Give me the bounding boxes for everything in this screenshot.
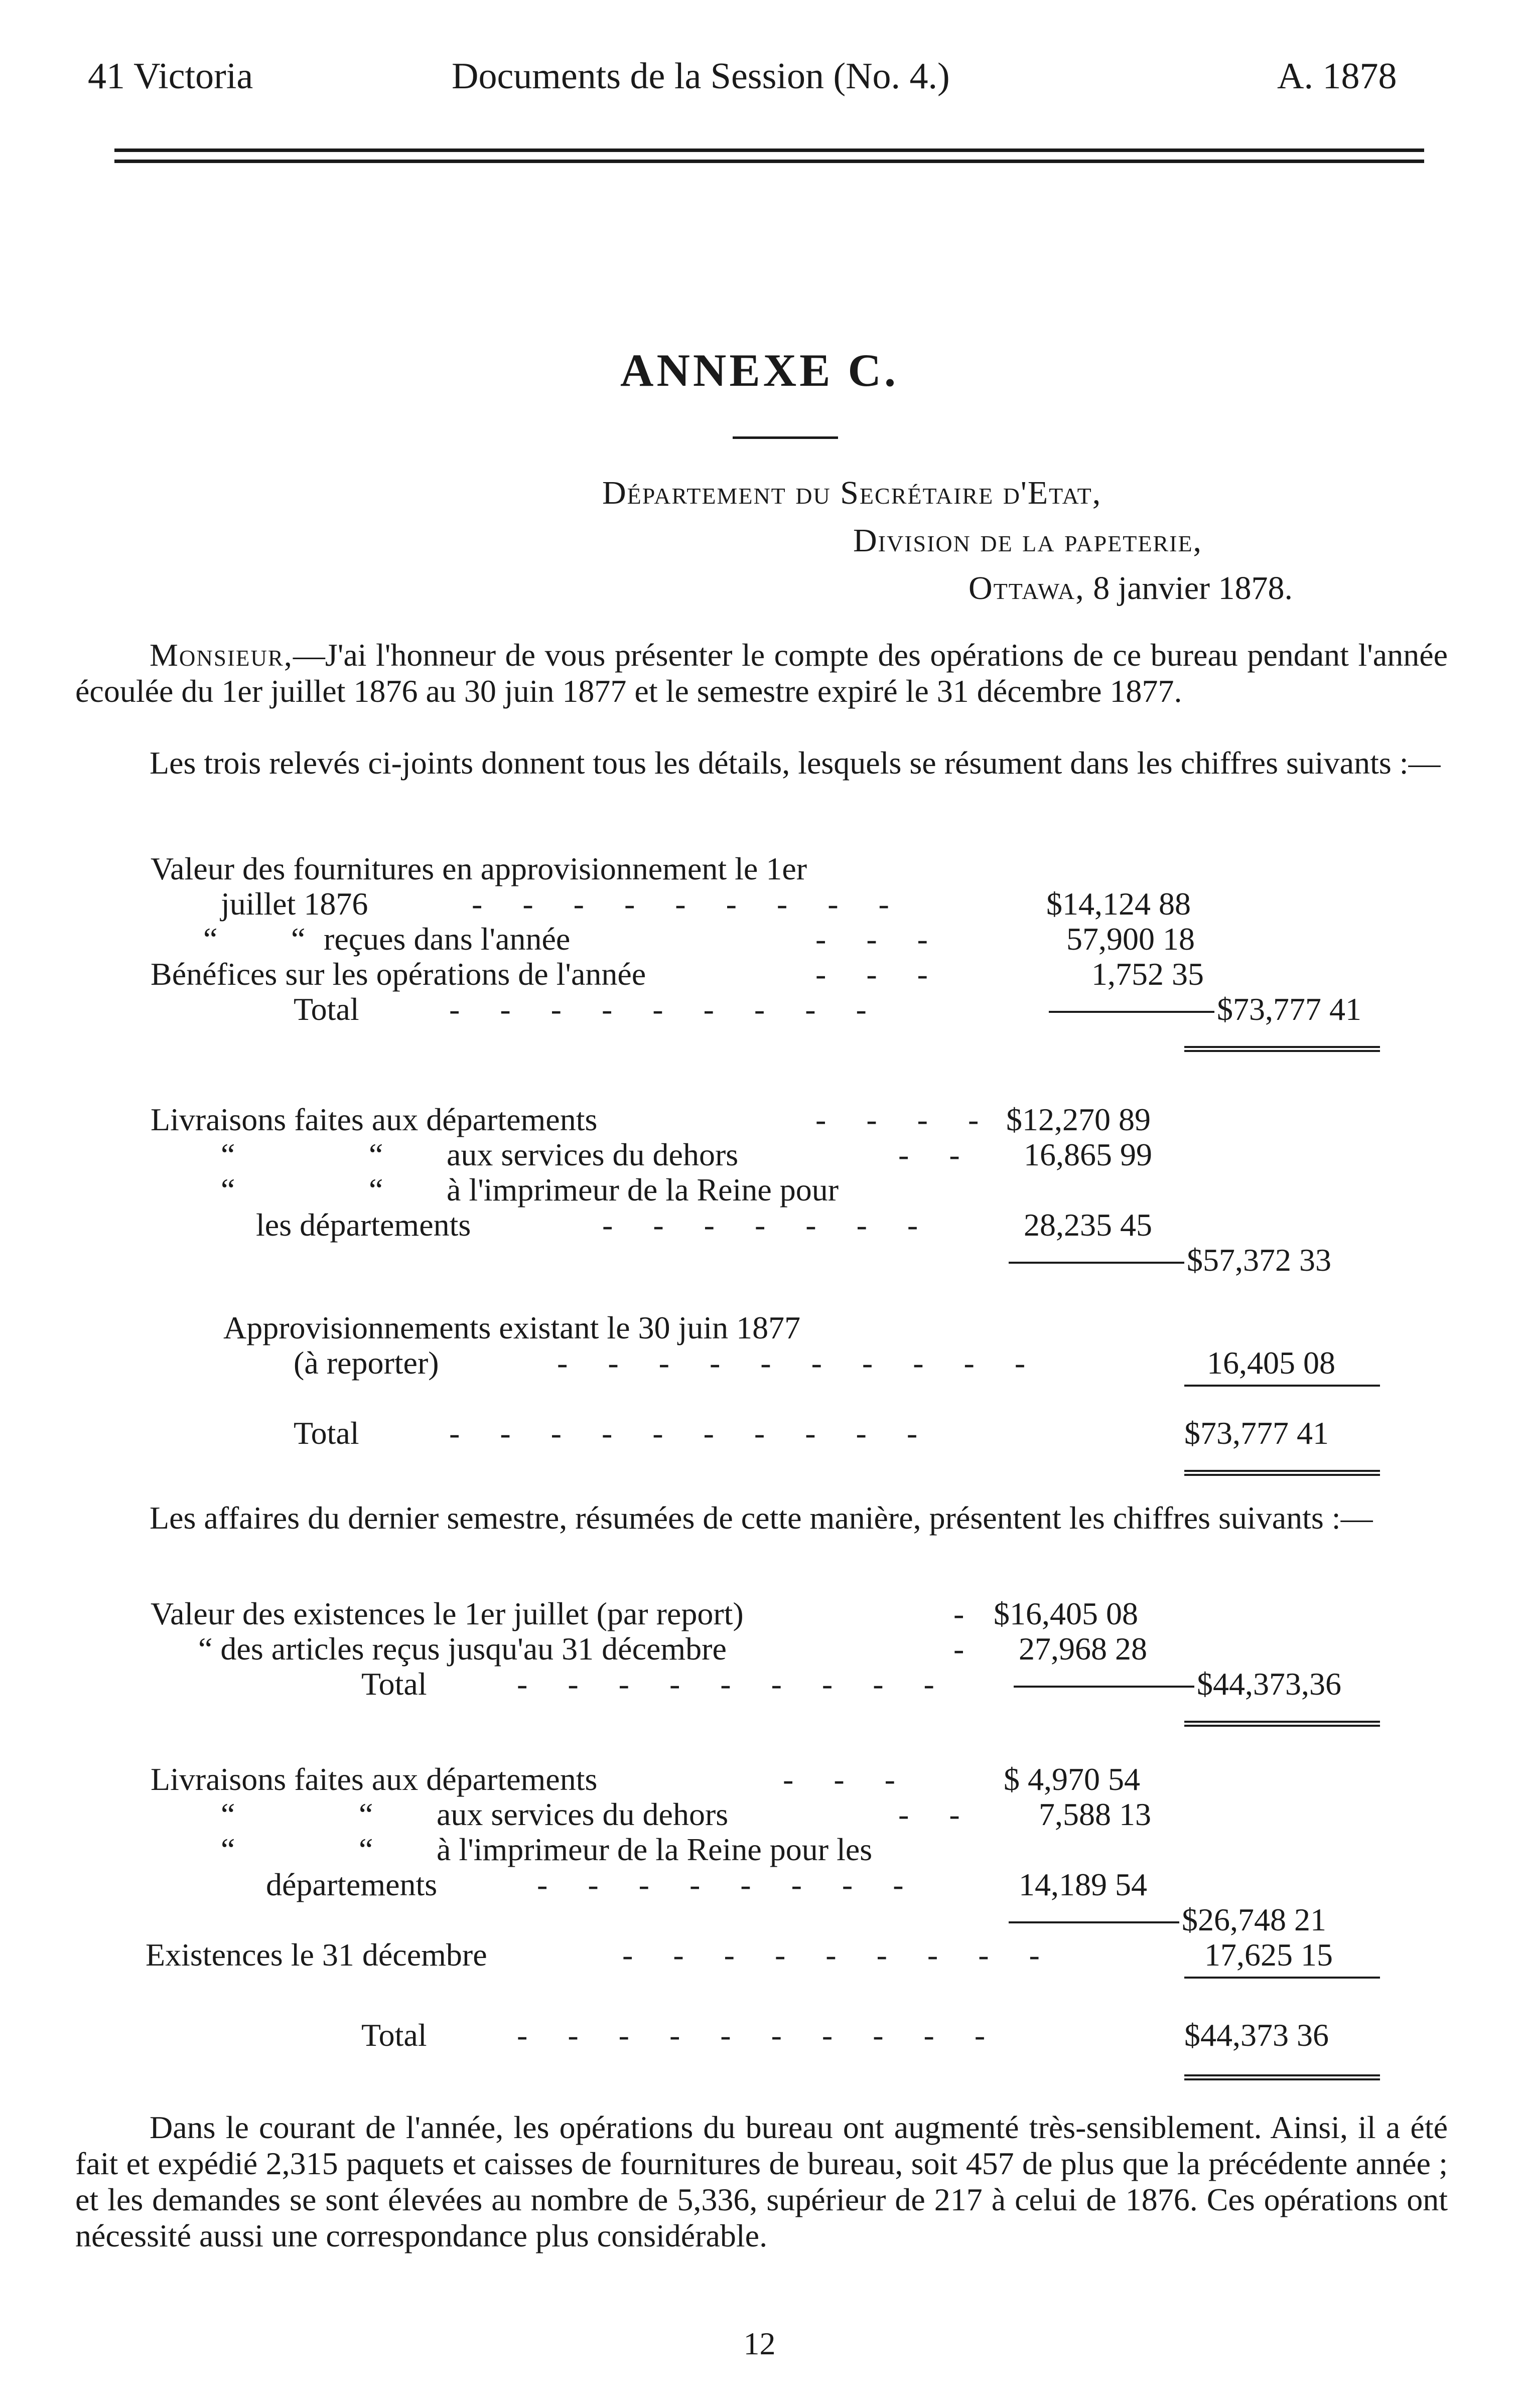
s4-subtotal-value: $26,748 21 — [1182, 1902, 1326, 1937]
s2-row2-ditto-2: “ — [369, 1137, 383, 1172]
s1-row1-value: $14,124 88 — [1046, 886, 1191, 922]
intro-paragraph-2: Les trois relevés ci-joints donnent tous les détails, lesquels se résument dans les chiffres suivants :— — [150, 745, 1441, 781]
s3-total-double-rule — [1184, 1721, 1380, 1727]
s2-row2-leader: - - — [898, 1137, 976, 1172]
s3-row2-value: 27,968 28 — [1019, 1631, 1147, 1667]
header-rule-top — [114, 148, 1424, 152]
s2-total-label: Total — [294, 1415, 359, 1451]
s2-row3-label: à l'imprimeur de la Reine pour — [447, 1172, 839, 1208]
s4-row3-leader: - - - - - - - - — [537, 1867, 920, 1902]
s1-total-double-rule — [1184, 1046, 1380, 1052]
paragraph-semestre: Les affaires du dernier semestre, résumées de cette manière, présentent les chiffres suivants :— — [150, 1500, 1373, 1536]
s3-row1-label: Valeur des existences le 1er juillet (par report) — [151, 1596, 744, 1631]
s4-row4-rule — [1184, 1977, 1380, 1979]
s2-row1-label: Livraisons faites aux départements — [151, 1102, 598, 1137]
s2-total-value: $73,777 41 — [1184, 1415, 1329, 1451]
s2-row4-label-cont: (à reporter) — [294, 1345, 439, 1381]
s1-row3-leader: - - - — [815, 956, 944, 992]
s4-row3-value: 14,189 54 — [1019, 1867, 1147, 1902]
s3-total-leader: - - - - - - - - - — [517, 1666, 950, 1702]
s2-total-double-rule — [1184, 1470, 1380, 1476]
s3-total-value: $44,373,36 — [1197, 1666, 1341, 1702]
s2-row3-value: 28,235 45 — [1024, 1207, 1152, 1243]
s1-total-value: $73,777 41 — [1217, 991, 1361, 1027]
page-number: 12 — [743, 2326, 776, 2361]
address-line-3 — [969, 569, 1293, 608]
intro-p1-text: —J'ai l'honneur de vous présenter le compte des opérations de ce bureau pendant l'année écoulée du 1er juillet 1876 au 30 juin 1877 et le semestre expiré le 31 décembre 1877. — [75, 637, 1448, 709]
s1-row2-ditto-1: “ — [203, 921, 218, 957]
s2-row4-rule — [1184, 1385, 1380, 1387]
header-left: 41 Victoria — [88, 56, 253, 97]
s1-row2-value: 57,900 18 — [1066, 921, 1195, 957]
s4-row3-ditto-1: “ — [221, 1832, 235, 1867]
salutation: Monsieur, — [150, 637, 293, 673]
address-place: Ottawa, — [969, 570, 1085, 607]
s4-subtotal-rule — [1009, 1921, 1179, 1923]
s2-row1-value: $12,270 89 — [1006, 1102, 1151, 1137]
address-date: 8 janvier 1878. — [1093, 570, 1293, 607]
s4-total-double-rule — [1184, 2074, 1380, 2080]
annex-title: ANNEXE C. — [620, 345, 899, 396]
s4-row2-ditto-1: “ — [221, 1796, 235, 1832]
s3-row2-leader: - — [953, 1631, 981, 1667]
s4-row4-value: 17,625 15 — [1204, 1937, 1333, 1973]
s4-row4-label: Existences le 31 décembre — [146, 1937, 487, 1973]
intro-paragraph-1 — [75, 637, 1448, 709]
s2-row4-label: Approvisionnements existant le 30 juin 1877 — [223, 1310, 801, 1345]
s2-row3-leader: - - - - - - - — [602, 1207, 934, 1243]
s1-row1-leader: - - - - - - - - - — [472, 886, 905, 922]
s1-total-label: Total — [294, 991, 359, 1027]
s3-row2-label: “ des articles reçus jusqu'au 31 décembre — [198, 1631, 727, 1667]
s1-row3-label: Bénéfices sur les opérations de l'année — [151, 956, 646, 992]
s2-row2-label: aux services du dehors — [447, 1137, 739, 1172]
s4-row2-leader: - - — [898, 1796, 976, 1832]
s4-row3-ditto-2: “ — [359, 1832, 373, 1867]
s4-row2-label: aux services du dehors — [437, 1796, 729, 1832]
s1-row2-leader: - - - — [815, 921, 944, 957]
s1-row1-label: Valeur des fournitures en approvisionnement le 1er — [151, 851, 807, 886]
s1-total-rule — [1049, 1011, 1214, 1013]
s3-row1-value: $16,405 08 — [994, 1596, 1138, 1631]
s2-row3-ditto-1: “ — [221, 1172, 235, 1208]
s1-row1-label-cont: juillet 1876 — [221, 886, 368, 922]
s2-row3-ditto-2: “ — [369, 1172, 383, 1208]
s1-row2-ditto-2: “ — [291, 921, 306, 957]
s2-total-leader: - - - - - - - - - - — [449, 1415, 934, 1451]
s4-row2-value: 7,588 13 — [1039, 1796, 1151, 1832]
s2-row3-label-cont: les départements — [256, 1207, 471, 1243]
s4-total-value: $44,373 36 — [1184, 2017, 1329, 2053]
s3-total-label: Total — [361, 1666, 427, 1702]
s2-row2-ditto-1: “ — [221, 1137, 235, 1172]
address-line-1: Département du Secrétaire d'Etat, — [602, 475, 1102, 511]
title-rule — [733, 436, 838, 439]
s2-row4-leader: - - - - - - - - - - — [557, 1345, 1042, 1381]
s2-subtotal-rule — [1009, 1262, 1184, 1264]
s2-row4-value: 16,405 08 — [1207, 1345, 1335, 1381]
header-center: Documents de la Session (No. 4.) — [452, 56, 950, 97]
s4-row1-label: Livraisons faites aux départements — [151, 1761, 598, 1797]
s4-row3-label: à l'imprimeur de la Reine pour les — [437, 1832, 873, 1867]
s4-row2-ditto-2: “ — [359, 1796, 373, 1832]
s3-row1-leader: - — [953, 1596, 981, 1631]
s4-row1-leader: - - - — [783, 1761, 911, 1797]
s4-total-label: Total — [361, 2017, 427, 2053]
s3-total-rule — [1014, 1686, 1194, 1688]
s4-row3-label-cont: départements — [266, 1867, 438, 1902]
s1-row2-label: reçues dans l'année — [324, 921, 571, 957]
s2-subtotal-value: $57,372 33 — [1187, 1242, 1331, 1278]
address-line-2: Division de la papeterie, — [853, 522, 1203, 559]
header-rule-bottom — [114, 160, 1424, 163]
s1-total-leader: - - - - - - - - - — [449, 991, 883, 1027]
header-right: A. 1878 — [1277, 56, 1397, 97]
s1-row3-value: 1,752 35 — [1091, 956, 1204, 992]
s2-row2-value: 16,865 99 — [1024, 1137, 1152, 1172]
s4-total-leader: - - - - - - - - - - — [517, 2017, 1002, 2053]
s4-row4-leader: - - - - - - - - - — [622, 1937, 1056, 1973]
s4-row1-value: $ 4,970 54 — [1004, 1761, 1140, 1797]
paragraph-operations: Dans le courant de l'année, les opérations du bureau ont augmenté très-sensiblement. Ainsi, il a été fait et expédié 2,315 paquets et caisses de fournitures de bureau, soit 457 de plus que la précédente année ; et les demandes se sont élevées au nombre de 5,336, supérieur de 217 à celui de 1876. Ces opérations ont nécessité aussi une correspondance plus considérable. — [75, 2110, 1448, 2253]
s2-row1-leader: - - - - — [815, 1102, 995, 1137]
